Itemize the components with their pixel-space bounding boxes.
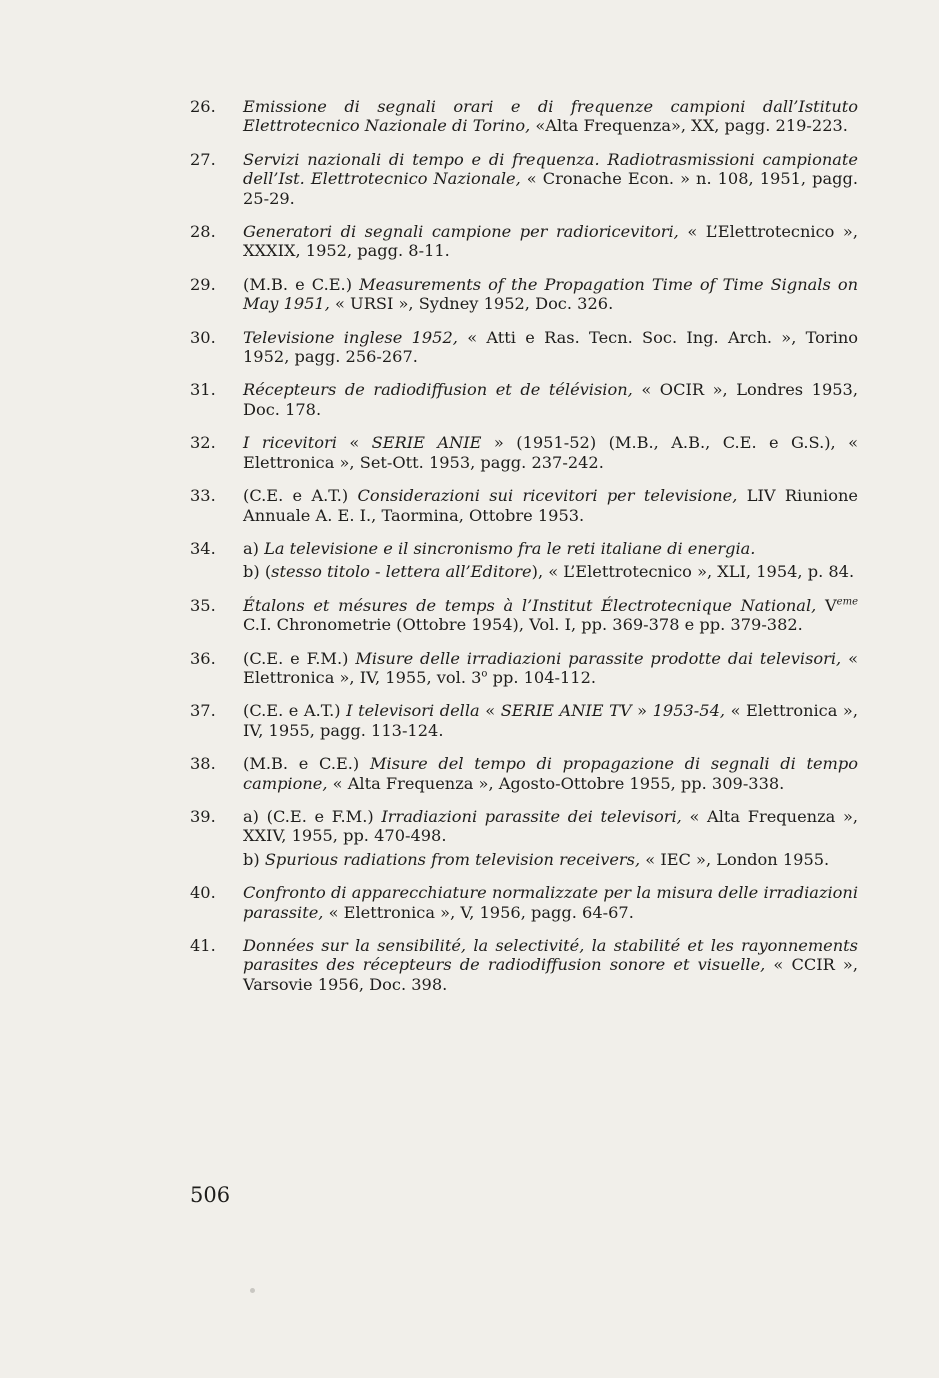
citation-text: (C.E. e A.T.)	[243, 486, 358, 506]
entry-part	[243, 328, 858, 367]
entry-part	[243, 850, 858, 869]
entry-part	[243, 562, 858, 581]
entry-text	[243, 596, 858, 635]
entry-text	[243, 380, 858, 419]
citation-text: a) (C.E. e F.M.)	[243, 806, 382, 826]
citation-text: « Elettronica », IV, 1955, vol. 3	[243, 648, 858, 687]
entry-text	[243, 486, 858, 525]
italic-title-text: Misure del tempo di propagazione di segnali di tempo campione,	[243, 754, 859, 793]
bibliography-entry	[190, 433, 858, 472]
citation-text: (M.B. e C.E.)	[243, 754, 370, 774]
italic-title-text: Étalons et mésures de temps à l’Institut Électrotecnique National,	[243, 595, 817, 615]
entry-part	[243, 936, 858, 994]
italic-title-text: 1953-54,	[652, 701, 726, 721]
italic-title-text: I ricevitori	[243, 433, 337, 453]
entry-number: 40.	[190, 883, 216, 903]
entry-part	[243, 275, 858, 314]
citation-text: « Alta Frequenza », Agosto-Ottobre 1955, pp. 309-338.	[327, 773, 785, 793]
bibliography-entry	[190, 883, 858, 922]
entry-text	[243, 754, 858, 793]
citation-text: »	[631, 701, 653, 721]
citation-text: «	[336, 433, 372, 453]
entry-number: 41.	[190, 936, 216, 955]
entry-number: 26.	[190, 97, 216, 116]
bibliography-entry	[190, 649, 858, 688]
bibliography-list	[190, 97, 858, 1008]
citation-text: « Alta Frequenza », XXIV, 1955, pp. 470-498.	[243, 806, 858, 846]
italic-title-text: La televisione e il sincronismo fra le reti italiane di energia.	[264, 538, 756, 558]
citation-text: pp. 104-112.	[487, 667, 597, 687]
bibliography-entry	[190, 150, 858, 208]
entry-text	[243, 936, 858, 994]
italic-title-text: Measurements of the Propagation Time of Time Signals on May 1951,	[243, 274, 859, 314]
italic-title-text: Televisione inglese 1952,	[243, 327, 458, 347]
entry-text	[243, 701, 858, 740]
entry-part	[243, 380, 858, 419]
italic-title-text: Emissione di segnali orari e di frequenze campioni dall’Istituto Elettrotecnico Nazionale di Torino,	[243, 97, 858, 136]
entry-text	[243, 222, 858, 261]
bibliography-entry	[190, 701, 858, 740]
bibliography-entry	[190, 486, 858, 525]
entry-part	[243, 649, 858, 688]
citation-text: b)	[243, 849, 265, 869]
bibliography-entry	[190, 222, 858, 261]
entry-part	[243, 807, 858, 846]
entry-text	[243, 150, 858, 208]
italic-title-text: Considerazioni sui ricevitori per televisione,	[357, 486, 738, 506]
entry-part	[243, 486, 858, 525]
entry-part	[243, 754, 858, 793]
bibliography-entry	[190, 328, 858, 367]
italic-title-text: Récepteurs de radiodiffusion et de télévision,	[243, 380, 633, 400]
italic-title-text: Servizi nazionali di tempo e di frequenza. Radiotrasmissioni campionate dell’Ist. Elettrotecnico Nazionale,	[243, 149, 858, 189]
bibliography-entry	[190, 807, 858, 869]
italic-title-text: Irradiazioni parassite dei televisori,	[381, 806, 682, 826]
entry-text	[243, 883, 858, 922]
entry-part	[243, 883, 858, 922]
entry-number: 39.	[190, 806, 216, 826]
citation-text: « URSI », Sydney 1952, Doc. 326.	[329, 294, 614, 314]
entry-number: 38.	[190, 754, 216, 774]
citation-text: » (1951-52) (M.B., A.B., C.E. e G.S.), « Elettronica », Set-Ott. 1953, pagg. 237-242.	[243, 433, 859, 472]
italic-title-text: Misure delle irradiazioni parassite prodotte dai televisori,	[355, 648, 842, 668]
citation-text: (C.E. e F.M.)	[243, 648, 356, 668]
citation-text: a)	[243, 538, 265, 558]
entry-number: 32.	[190, 433, 216, 453]
citation-text: « Elettronica », V, 1956, pagg. 64-67.	[323, 902, 634, 922]
bibliography-entry	[190, 596, 858, 635]
entry-number: 30.	[190, 327, 216, 347]
citation-text: « IEC », London 1955.	[640, 849, 830, 869]
entry-number: 27.	[190, 149, 216, 169]
entry-text	[243, 97, 858, 136]
bibliography-entry	[190, 97, 858, 136]
citation-text: « Atti e Ras. Tecn. Soc. Ing. Arch. », Torino 1952, pagg. 256-267.	[243, 327, 858, 367]
entry-number: 35.	[190, 595, 216, 615]
italic-title-text: Generatori di segnali campione per radioricevitori,	[243, 222, 679, 242]
entry-part	[243, 222, 858, 261]
italic-title-text: I televisori della	[346, 701, 480, 721]
entry-number: 34.	[190, 538, 216, 558]
entry-number: 37.	[190, 701, 216, 721]
citation-text: « Cronache Econ. » n. 108, 1951, pagg. 25-29.	[243, 169, 858, 208]
italic-title-text: stesso titolo - lettera all’Editore	[271, 562, 532, 582]
citation-text: b) (	[243, 562, 272, 582]
citation-text: «	[479, 701, 501, 721]
citation-text: (C.E. e A.T.)	[243, 701, 347, 721]
entry-number: 29.	[190, 274, 216, 294]
bibliography-entry	[190, 936, 858, 994]
entry-text	[243, 433, 858, 472]
bibliography-entry	[190, 539, 858, 582]
bibliography-entry	[190, 275, 858, 314]
entry-text	[243, 807, 858, 869]
entry-part	[243, 97, 858, 136]
entry-part	[243, 701, 858, 740]
page-number: 506	[190, 1183, 231, 1207]
entry-text	[243, 275, 858, 314]
entry-number: 28.	[190, 222, 216, 242]
italic-title-text: SERIE ANIE TV	[500, 701, 632, 721]
entry-part	[243, 539, 858, 558]
entry-number: 33.	[190, 486, 216, 506]
citation-text: «Alta Frequenza», XX, pagg. 219-223.	[530, 116, 848, 136]
citation-text: « CCIR », Varsovie 1956, Doc. 398.	[243, 955, 858, 994]
citation-text: V	[816, 595, 837, 615]
entry-text	[243, 328, 858, 367]
paper-speck	[250, 1288, 255, 1293]
superscript-text: eme	[836, 596, 858, 608]
entry-text	[243, 539, 858, 582]
citation-text: LIV Riunione Annuale A. E. I., Taormina, Ottobre 1953.	[243, 486, 858, 525]
entry-part	[243, 596, 858, 635]
entry-part	[243, 150, 858, 208]
citation-text: ), « L’Elettrotecnico », XLI, 1954, p. 84.	[531, 562, 855, 582]
italic-title-text: Confronto di apparecchiature normalizzate per la misura delle irradiazioni parassite,	[243, 883, 858, 922]
entry-number: 36.	[190, 648, 216, 668]
italic-title-text: Données sur la sensibilité, la selectivité, la stabilité et les rayonnements parasites des récepteurs de radiodiffusion sonore et visuelle,	[243, 936, 858, 975]
citation-text: C.I. Chronometrie (Ottobre 1954), Vol. I, pp. 369-378 e pp. 379-382.	[243, 615, 803, 635]
citation-text: (M.B. e C.E.)	[243, 274, 360, 294]
entry-number: 31.	[190, 380, 216, 400]
citation-text: « OCIR », Londres 1953, Doc. 178.	[243, 380, 858, 419]
superscript-text: o	[481, 668, 488, 680]
bibliography-entry	[190, 754, 858, 793]
bibliography-entry	[190, 380, 858, 419]
italic-title-text: SERIE ANIE	[371, 433, 482, 453]
italic-title-text: Spurious radiations from television receivers,	[264, 849, 641, 869]
entry-text	[243, 649, 858, 688]
citation-text: « Elettronica », IV, 1955, pagg. 113-124.	[243, 701, 858, 740]
entry-part	[243, 433, 858, 472]
citation-text: « L’Elettrotecnico », XXXIX, 1952, pagg. 8-11.	[243, 222, 858, 261]
